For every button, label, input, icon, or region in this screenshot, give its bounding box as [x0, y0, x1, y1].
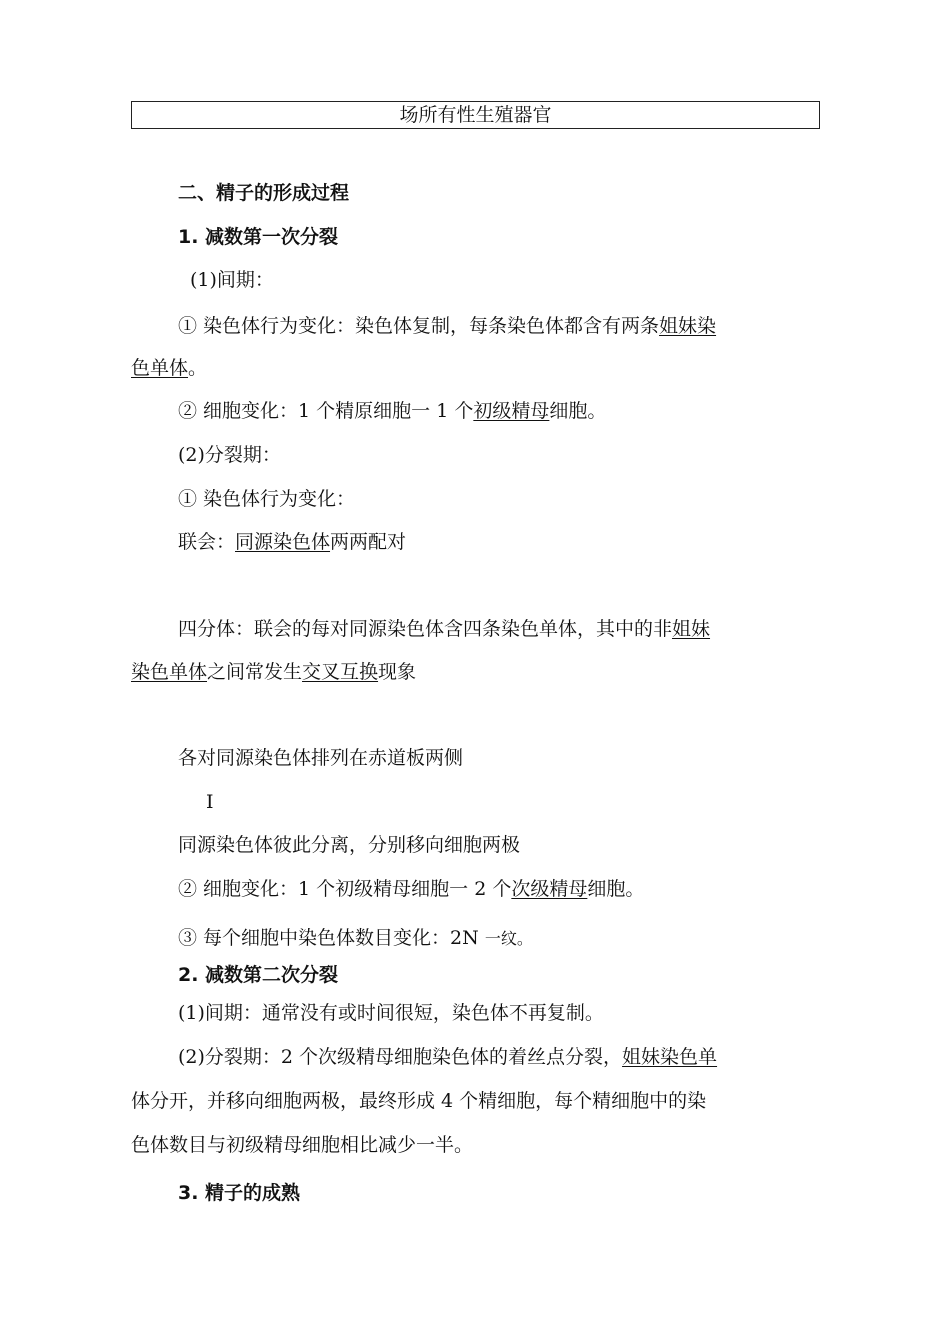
heading-main: 二、精子的形成过程 [178, 182, 350, 204]
text: 两两配对 [330, 531, 407, 553]
meiosis2-division-line-3: 色体数目与初级精母细胞相比减少一半。 [131, 1134, 474, 1156]
text: 一纹。 [484, 929, 533, 948]
chrom-change-line-2 [131, 355, 207, 381]
meiosis2-division-line-2: 体分开，并移向细胞两极，最终形成 4 个精细胞，每个精细胞中的染 [131, 1090, 707, 1112]
synapsis-line [178, 529, 406, 555]
text: 细胞。 [549, 400, 607, 422]
underlined-term: 染色单体 [131, 661, 208, 683]
underlined-term: 同源染色体 [235, 531, 331, 553]
text: 四分体：联会的每对同源染色体含四条染色单体，其中的非 [178, 618, 673, 640]
underlined-term: 姐妹 [672, 618, 711, 640]
table-cell: 场所有性生殖器官 [131, 101, 820, 129]
meiosis2-interphase: (1)间期：通常没有或时间很短，染色体不再复制。 [178, 1002, 604, 1024]
division-label: (2)分裂期： [178, 444, 281, 466]
meiosis2-division-line-1 [178, 1044, 717, 1070]
text: ① 染色体行为变化：染色体复制，每条染色体都含有两条 [178, 315, 660, 337]
text: 现象 [378, 661, 417, 683]
chrom-behavior: ① 染色体行为变化： [178, 488, 356, 510]
text: 。 [188, 357, 208, 379]
text: (2)分裂期：2 个次级精母细胞染色体的着丝点分裂， [178, 1046, 623, 1068]
heading-maturation: 3. 精子的成熟 [178, 1182, 301, 1204]
heading-meiosis-1: 1. 减数第一次分裂 [178, 226, 339, 248]
arrow-mark: I [206, 791, 214, 813]
text: 细胞。 [587, 878, 645, 900]
underlined-term: 次级精母 [511, 878, 588, 900]
cell-change-2 [178, 876, 644, 902]
underlined-term: 色单体 [131, 357, 189, 379]
text: 联会： [178, 531, 236, 553]
underlined-term: 交叉互换 [302, 661, 379, 683]
interphase-label: (1)间期： [190, 269, 274, 291]
tetrad-line-1 [178, 616, 710, 642]
underlined-term: 姐妹染色单 [622, 1046, 718, 1068]
text: ② 细胞变化：1 个初级精母细胞一 2 个 [178, 878, 512, 900]
cell-change-1 [178, 398, 606, 424]
underlined-term: 姐妹染 [659, 315, 717, 337]
text: 之间常发生 [207, 661, 303, 683]
chrom-change-line-1 [178, 313, 716, 339]
number-change [178, 925, 533, 952]
underlined-term: 初级精母 [473, 400, 550, 422]
text: ③ 每个细胞中染色体数目变化：2N [178, 927, 479, 949]
heading-meiosis-2: 2. 减数第二次分裂 [178, 964, 339, 986]
separate-line: 同源染色体彼此分离，分别移向细胞两极 [178, 834, 521, 856]
tetrad-line-2 [131, 659, 416, 685]
text: ② 细胞变化：1 个精原细胞一 1 个 [178, 400, 474, 422]
arrange-line: 各对同源染色体排列在赤道板两侧 [178, 747, 464, 769]
